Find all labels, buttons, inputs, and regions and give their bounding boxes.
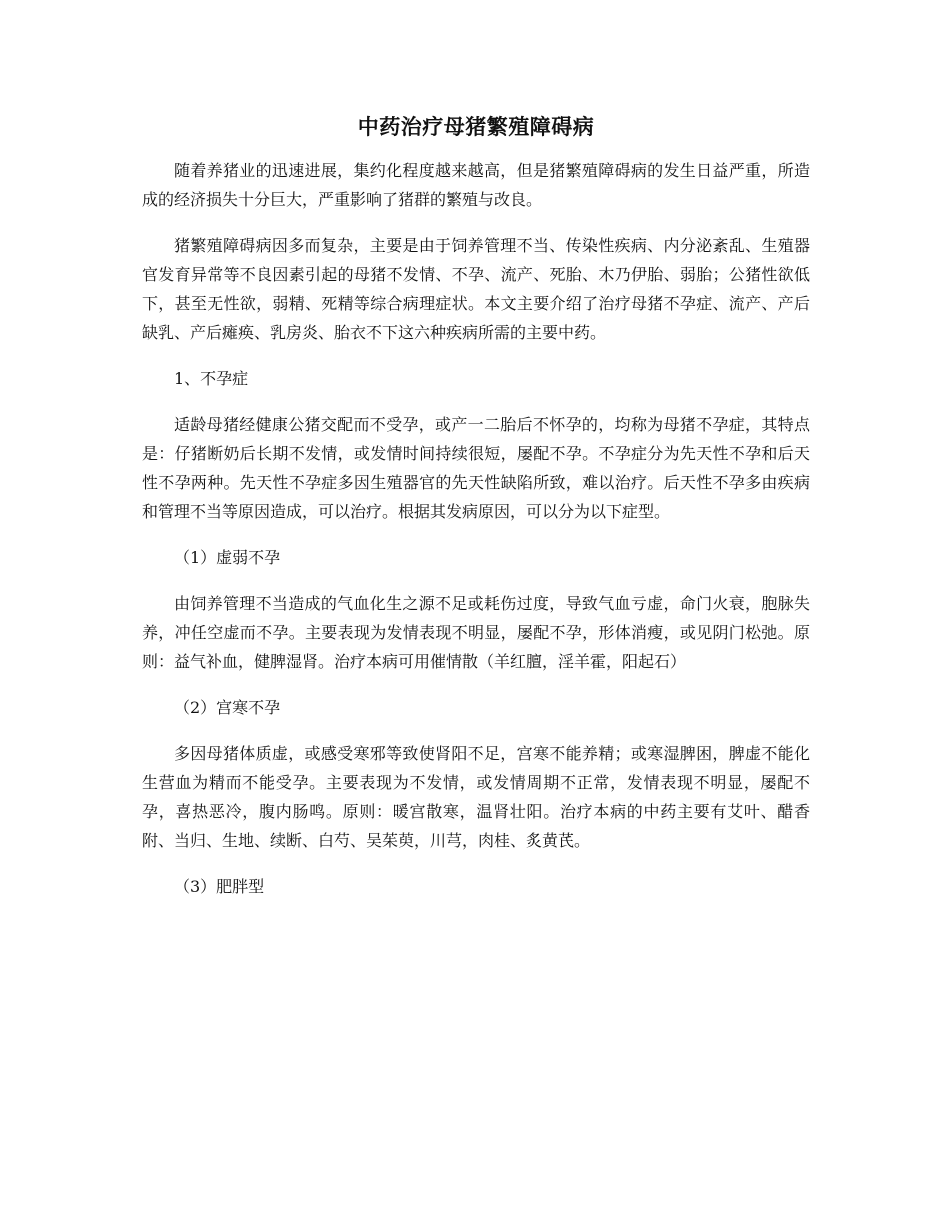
document-page xyxy=(142,112,810,918)
cold-uterus-paragraph: 多因母猪体质虚，或感受寒邪等致使肾阳不足，宫寒不能养精；或寒湿脾困，脾虚不能化生营血为精而不能受孕。主要表现为不发情，或发情周期不正常，发情表现不明显，屡配不孕，喜热恶冷，腹内肠鸣。原则：暖宫散寒，温肾壮阳。治疗本病的中药主要有艾叶、醋香附、当归、生地、续断、白芍、吴茱萸，川芎，肉桂、炙黄芪。 xyxy=(142,744,810,850)
weak-infertility-paragraph: 由饲养管理不当造成的气血化生之源不足或耗伤过度，导致气血亏虚，命门火衰，胞脉失养，冲任空虚而不孕。主要表现为发情表现不明显，屡配不孕，形体消瘦，或见阴门松弛。原则：益气补血，健脾湿肾。治疗本病可用催情散（羊红膻，淫羊霍，阳起石） xyxy=(142,594,810,671)
subsection-heading-obese: （3）肥胖型 xyxy=(174,877,265,896)
page-title: 中药治疗母猪繁殖障碍病 xyxy=(357,115,595,139)
section-heading-infertility: 1、不孕症 xyxy=(174,369,249,388)
cause-paragraph: 猪繁殖障碍病因多而复杂，主要是由于饲养管理不当、传染性疾病、内分泌紊乱、生殖器官发育异常等不良因素引起的母猪不发情、不孕、流产、死胎、木乃伊胎、弱胎；公猪性欲低下，甚至无性欲，弱精、死精等综合病理症状。本文主要介绍了治疗母猪不孕症、流产、产后缺乳、产后瘫痪、乳房炎、胎衣不下这六种疾病所需的主要中药。 xyxy=(142,236,810,342)
intro-paragraph: 随着养猪业的迅速进展，集约化程度越来越高，但是猪繁殖障碍病的发生日益严重，所造成的经济损失十分巨大，严重影响了猪群的繁殖与改良。 xyxy=(142,161,810,209)
infertility-paragraph: 适龄母猪经健康公猪交配而不受孕，或产一二胎后不怀孕的，均称为母猪不孕症，其特点是：仔猪断奶后长期不发情，或发情时间持续很短，屡配不孕。不孕症分为先天性不孕和后天性不孕两种。先天性不孕症多因生殖器官的先天性缺陷所致，难以治疗。后天性不孕多由疾病和管理不当等原因造成，可以治疗。根据其发病原因，可以分为以下症型。 xyxy=(142,415,810,521)
subsection-heading-cold-uterus: （2）宫寒不孕 xyxy=(174,698,281,717)
subsection-heading-weak: （1）虚弱不孕 xyxy=(174,548,281,567)
